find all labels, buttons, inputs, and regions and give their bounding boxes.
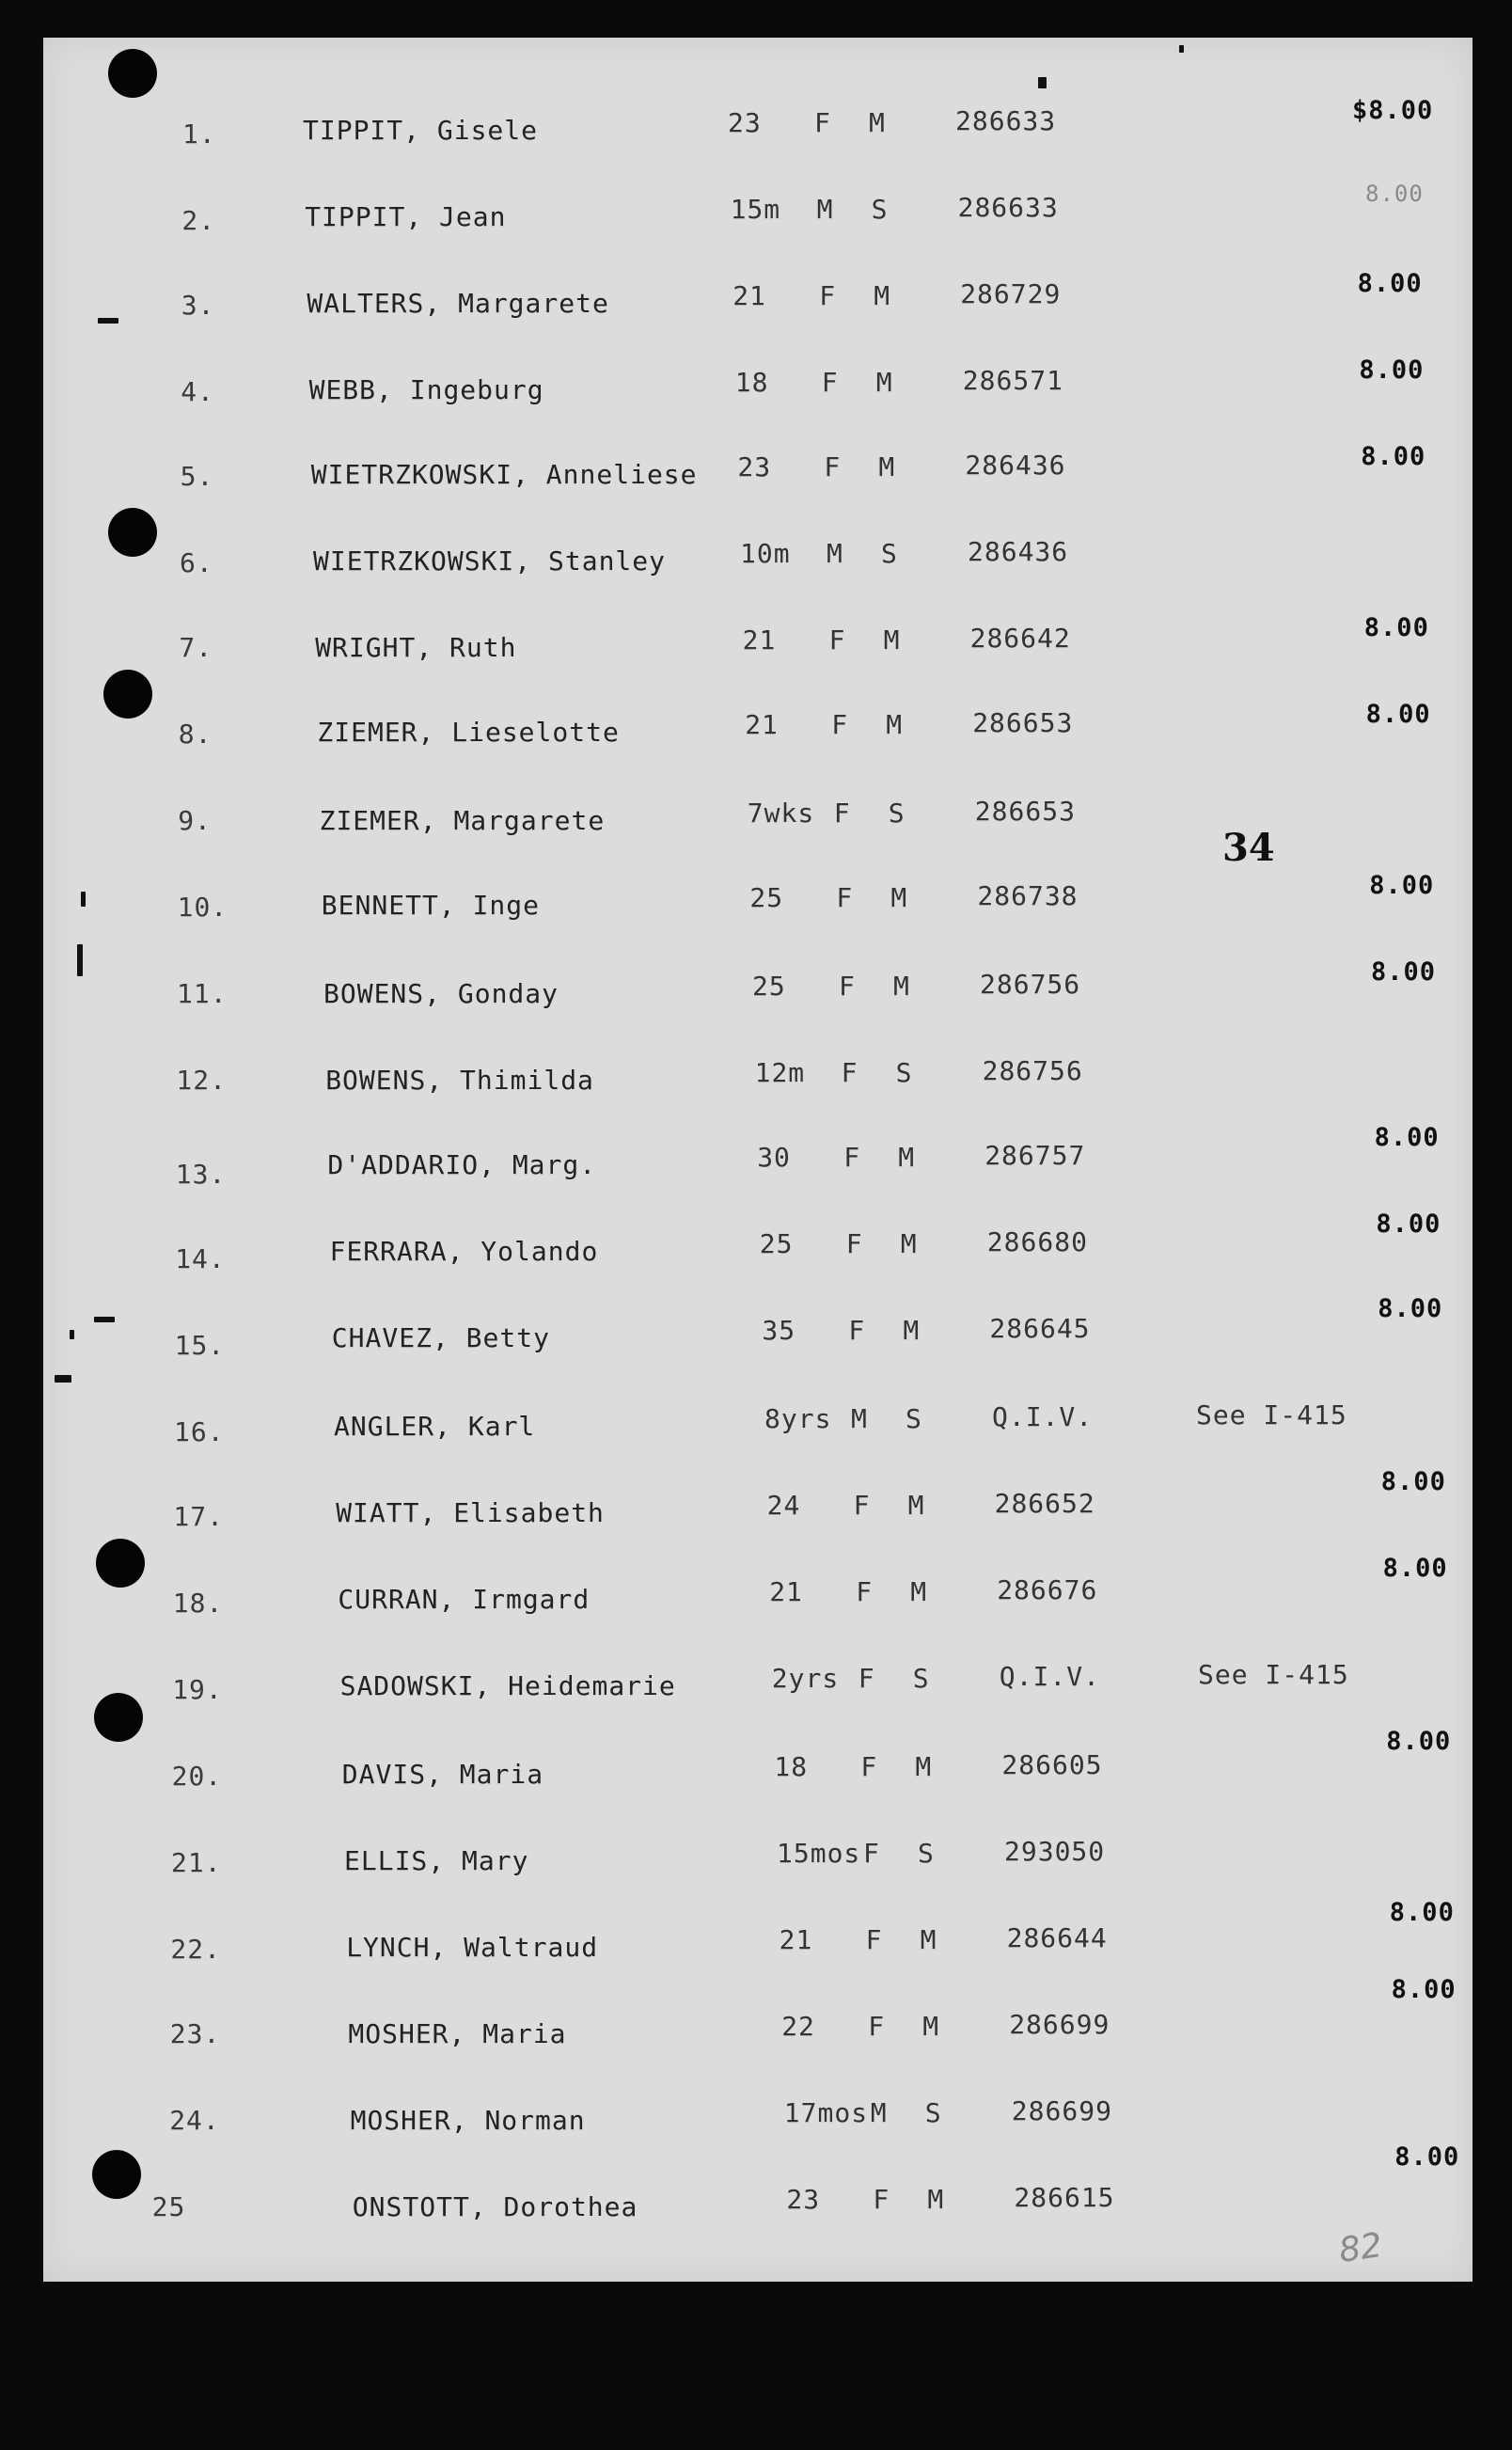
entry-reference-number: 286633 bbox=[955, 105, 1057, 136]
entry-sex: F bbox=[865, 1924, 883, 1955]
entry-sex: M bbox=[816, 194, 834, 225]
entry-reference-number: 286644 bbox=[1006, 1922, 1108, 1953]
entry-reference-number: 286436 bbox=[965, 450, 1066, 481]
entry-name: WIETRZKOWSKI, Stanley bbox=[313, 545, 667, 577]
entry-age: 23 bbox=[728, 107, 762, 138]
entry-marital-status: M bbox=[910, 1576, 928, 1607]
entry-marital-status: S bbox=[912, 1663, 930, 1694]
entry-name: MOSHER, Norman bbox=[350, 2105, 586, 2136]
entry-name: TIPPIT, Gisele bbox=[303, 115, 539, 146]
entry-marital-status: S bbox=[888, 798, 906, 829]
entry-number: 9. bbox=[178, 805, 212, 836]
entry-marital-status: M bbox=[898, 1142, 916, 1173]
entry-name: DAVIS, Maria bbox=[341, 1759, 544, 1790]
entry-sex: F bbox=[848, 1315, 866, 1346]
ink-speck bbox=[55, 1375, 71, 1383]
ink-speck bbox=[94, 1317, 115, 1322]
entry-sex: F bbox=[856, 1576, 874, 1607]
entry-name: WIATT, Elisabeth bbox=[336, 1497, 605, 1528]
entry-amount: 8.00 bbox=[1363, 613, 1429, 642]
entry-reference-number: 286757 bbox=[984, 1140, 1086, 1171]
ink-speck bbox=[1038, 77, 1047, 88]
entry-marital-status: M bbox=[886, 709, 904, 740]
entry-name: ZIEMER, Lieselotte bbox=[317, 717, 620, 748]
entry-name: CURRAN, Irmgard bbox=[338, 1584, 591, 1615]
entry-reference-number: 286676 bbox=[997, 1574, 1098, 1605]
entry-marital-status: M bbox=[927, 2184, 945, 2215]
entry-name: TIPPIT, Jean bbox=[305, 201, 507, 232]
entry-marital-status: M bbox=[875, 367, 893, 398]
pencil-mark: 82 bbox=[1336, 2226, 1385, 2270]
entry-age: 18 bbox=[774, 1751, 809, 1782]
entry-marital-status: S bbox=[895, 1057, 913, 1088]
entry-number: 18. bbox=[172, 1588, 224, 1619]
entry-age: 35 bbox=[762, 1315, 796, 1346]
entry-age: 21 bbox=[769, 1576, 803, 1607]
entry-marital-status: M bbox=[890, 882, 908, 913]
entry-age: 25 bbox=[759, 1228, 794, 1259]
entry-sex: F bbox=[828, 624, 846, 656]
entry-sex: F bbox=[843, 1142, 861, 1173]
entry-reference-number: 286436 bbox=[968, 536, 1069, 567]
entry-marital-status: S bbox=[924, 2097, 942, 2128]
entry-marital-status: S bbox=[906, 1403, 922, 1434]
entry-reference-number: 286738 bbox=[977, 880, 1079, 911]
entry-age: 21 bbox=[742, 624, 777, 656]
entry-age: 2yrs bbox=[771, 1663, 840, 1694]
entry-age: 25 bbox=[752, 971, 786, 1002]
entry-name: MOSHER, Maria bbox=[348, 2018, 567, 2049]
entry-age: 21 bbox=[779, 1924, 813, 1955]
entry-sex: F bbox=[819, 280, 837, 311]
entry-reference-number: 286605 bbox=[1001, 1749, 1103, 1780]
entry-sex: F bbox=[863, 1838, 880, 1869]
entry-amount: 8.00 bbox=[1394, 2142, 1460, 2172]
entry-name: BENNETT, Inge bbox=[321, 890, 540, 921]
entry-reference-number: 286699 bbox=[1011, 2095, 1112, 2126]
entry-name: WEBB, Ingeburg bbox=[308, 374, 544, 405]
entry-number: 21. bbox=[171, 1847, 222, 1878]
entry-name: WRIGHT, Ruth bbox=[315, 632, 517, 663]
entry-marital-status: S bbox=[881, 538, 898, 569]
entry-marital-status: M bbox=[907, 1490, 925, 1521]
punch-hole bbox=[108, 49, 157, 98]
ink-speck bbox=[81, 892, 86, 907]
entry-amount: 8.00 bbox=[1361, 442, 1426, 471]
entry-marital-status: M bbox=[922, 2011, 940, 2042]
entry-reference-number: 293050 bbox=[1004, 1836, 1106, 1867]
entry-age: 23 bbox=[737, 451, 772, 482]
entry-number: 3. bbox=[181, 290, 215, 321]
entry-reference-number: Q.I.V. bbox=[999, 1661, 1100, 1692]
entry-name: BOWENS, Thimilda bbox=[325, 1065, 594, 1096]
entry-reference-number: 286615 bbox=[1014, 2182, 1115, 2213]
punch-hole bbox=[96, 1539, 145, 1588]
entry-number: 5. bbox=[180, 461, 214, 492]
entry-reference-number: 286642 bbox=[969, 623, 1071, 654]
entry-marital-status: M bbox=[883, 624, 901, 656]
entry-age: 12m bbox=[754, 1057, 806, 1088]
entry-name: D'ADDARIO, Marg. bbox=[327, 1149, 597, 1180]
entry-age: 15mos bbox=[777, 1838, 861, 1869]
entry-marital-status: S bbox=[918, 1838, 935, 1869]
entry-number: 25 bbox=[151, 2191, 186, 2222]
entry-marital-status: M bbox=[903, 1315, 921, 1346]
entry-age: 17mos bbox=[783, 2097, 869, 2128]
entry-sex: F bbox=[821, 367, 839, 398]
entry-marital-status: S bbox=[871, 194, 889, 225]
entry-reference-number: 286571 bbox=[962, 365, 1063, 396]
entry-sex: M bbox=[851, 1403, 868, 1434]
entry-age: 30 bbox=[757, 1142, 791, 1173]
entry-number: 8. bbox=[178, 719, 213, 750]
entry-reference-number: 286633 bbox=[957, 192, 1059, 223]
entry-age: 21 bbox=[732, 280, 766, 311]
entry-sex: F bbox=[824, 451, 842, 482]
entry-marital-status: M bbox=[920, 1924, 937, 1955]
entry-name: BOWENS, Gonday bbox=[323, 978, 559, 1009]
entry-amount: 8.00 bbox=[1374, 1123, 1440, 1152]
entry-number: 6. bbox=[180, 547, 213, 578]
entry-name: SADOWSKI, Heidemarie bbox=[339, 1670, 676, 1701]
entry-sex: F bbox=[833, 798, 851, 829]
ink-speck bbox=[98, 318, 118, 324]
entry-number: 12. bbox=[176, 1065, 227, 1096]
entry-marital-status: M bbox=[869, 107, 886, 138]
entry-reference-number: 286680 bbox=[986, 1226, 1088, 1257]
entry-sex: F bbox=[836, 882, 854, 913]
entry-reference-number: 286699 bbox=[1009, 2009, 1110, 2040]
entry-number: 23. bbox=[169, 2018, 221, 2049]
entry-amount: 8.00 bbox=[1386, 1727, 1452, 1756]
entry-amount: 8.00 bbox=[1382, 1554, 1448, 1583]
ink-speck bbox=[1179, 45, 1184, 53]
entry-sex: F bbox=[860, 1751, 878, 1782]
entry-marital-status: M bbox=[893, 971, 910, 1002]
entry-number: 7. bbox=[179, 632, 213, 663]
entry-number: 22. bbox=[170, 1934, 221, 1965]
entry-age: 8yrs bbox=[764, 1403, 832, 1434]
entry-amount: 8.00 bbox=[1357, 269, 1423, 298]
entry-name: WIETRZKOWSKI, Anneliese bbox=[310, 459, 698, 490]
entry-name: ONSTOTT, Dorothea bbox=[352, 2191, 638, 2222]
entry-sex: F bbox=[831, 709, 849, 740]
entry-number: 1. bbox=[182, 119, 216, 150]
entry-sex: F bbox=[853, 1490, 871, 1521]
entry-name: WALTERS, Margarete bbox=[307, 288, 609, 319]
entry-sex: F bbox=[841, 1057, 858, 1088]
entry-amount: $8.00 bbox=[1352, 96, 1434, 125]
entry-reference-number: 286729 bbox=[960, 278, 1062, 309]
entry-age: 24 bbox=[766, 1490, 801, 1521]
entry-age: 21 bbox=[745, 709, 779, 740]
entry-reference-number: 286653 bbox=[972, 707, 1074, 738]
entry-sex: F bbox=[845, 1228, 863, 1259]
entry-amount: 8.00 bbox=[1365, 700, 1431, 729]
entry-note: See I-415 bbox=[1198, 1659, 1349, 1690]
entry-sex: F bbox=[858, 1663, 875, 1694]
entry-reference-number: 286645 bbox=[989, 1313, 1091, 1344]
entry-name: LYNCH, Waltraud bbox=[346, 1932, 599, 1963]
entry-amount: 8.00 bbox=[1371, 957, 1437, 987]
entry-name: CHAVEZ, Betty bbox=[331, 1322, 550, 1353]
entry-amount: 8.00 bbox=[1391, 1975, 1457, 2004]
entry-amount: 8.00 bbox=[1369, 871, 1435, 900]
entry-marital-status: M bbox=[900, 1228, 918, 1259]
entry-number: 15. bbox=[174, 1330, 226, 1361]
entry-amount: 8.00 bbox=[1376, 1209, 1441, 1239]
entry-amount: 8.00 bbox=[1380, 1467, 1446, 1496]
entry-name: FERRARA, Yolando bbox=[329, 1236, 599, 1267]
faint-amount: 8.00 bbox=[1365, 181, 1424, 207]
entry-number: 13. bbox=[175, 1159, 227, 1190]
entry-age: 23 bbox=[786, 2184, 821, 2215]
entry-age: 7wks bbox=[747, 798, 815, 829]
entry-number: 19. bbox=[172, 1674, 223, 1705]
entry-reference-number: 286756 bbox=[980, 969, 1081, 1000]
entry-number: 24. bbox=[169, 2105, 220, 2136]
punch-hole bbox=[103, 670, 152, 719]
punch-hole bbox=[108, 508, 157, 557]
entry-age: 15m bbox=[730, 194, 781, 225]
entry-number: 17. bbox=[173, 1501, 224, 1532]
ink-speck bbox=[70, 1330, 74, 1339]
entry-number: 4. bbox=[181, 376, 214, 407]
entry-name: ZIEMER, Margarete bbox=[319, 805, 606, 836]
entry-amount: 8.00 bbox=[1378, 1294, 1443, 1323]
entry-number: 2. bbox=[181, 205, 216, 236]
entry-number: 20. bbox=[171, 1761, 223, 1792]
entry-sex: F bbox=[873, 2184, 890, 2215]
entry-age: 22 bbox=[781, 2011, 815, 2042]
entry-number: 16. bbox=[174, 1416, 225, 1447]
entry-sex: F bbox=[868, 2011, 886, 2042]
entry-note: See I-415 bbox=[1196, 1399, 1347, 1430]
punch-hole bbox=[92, 2150, 141, 2199]
entry-amount: 8.00 bbox=[1359, 356, 1425, 385]
entry-name: ANGLER, Karl bbox=[334, 1411, 536, 1442]
entry-number: 11. bbox=[177, 978, 228, 1009]
entry-marital-status: M bbox=[915, 1751, 933, 1782]
entry-number: 10. bbox=[177, 892, 228, 923]
entry-reference-number: 286756 bbox=[982, 1055, 1083, 1086]
entry-reference-number: Q.I.V. bbox=[992, 1401, 1094, 1432]
entry-reference-number: 286653 bbox=[974, 796, 1076, 827]
ink-speck bbox=[77, 944, 83, 976]
entry-age: 10m bbox=[740, 538, 791, 569]
entry-sex: M bbox=[870, 2097, 888, 2128]
entry-number: 14. bbox=[175, 1243, 226, 1274]
punch-hole bbox=[94, 1693, 143, 1742]
entry-age: 25 bbox=[749, 882, 784, 913]
entry-sex: F bbox=[839, 971, 856, 1002]
entry-sex: M bbox=[827, 538, 843, 569]
entry-sex: F bbox=[814, 107, 831, 138]
entry-reference-number: 286652 bbox=[994, 1488, 1095, 1519]
page-number: 34 bbox=[1222, 826, 1275, 870]
entry-amount: 8.00 bbox=[1389, 1898, 1455, 1927]
entry-name: ELLIS, Mary bbox=[344, 1845, 529, 1876]
entry-age: 18 bbox=[734, 367, 769, 398]
entry-marital-status: M bbox=[874, 280, 891, 311]
entry-marital-status: M bbox=[878, 451, 896, 482]
